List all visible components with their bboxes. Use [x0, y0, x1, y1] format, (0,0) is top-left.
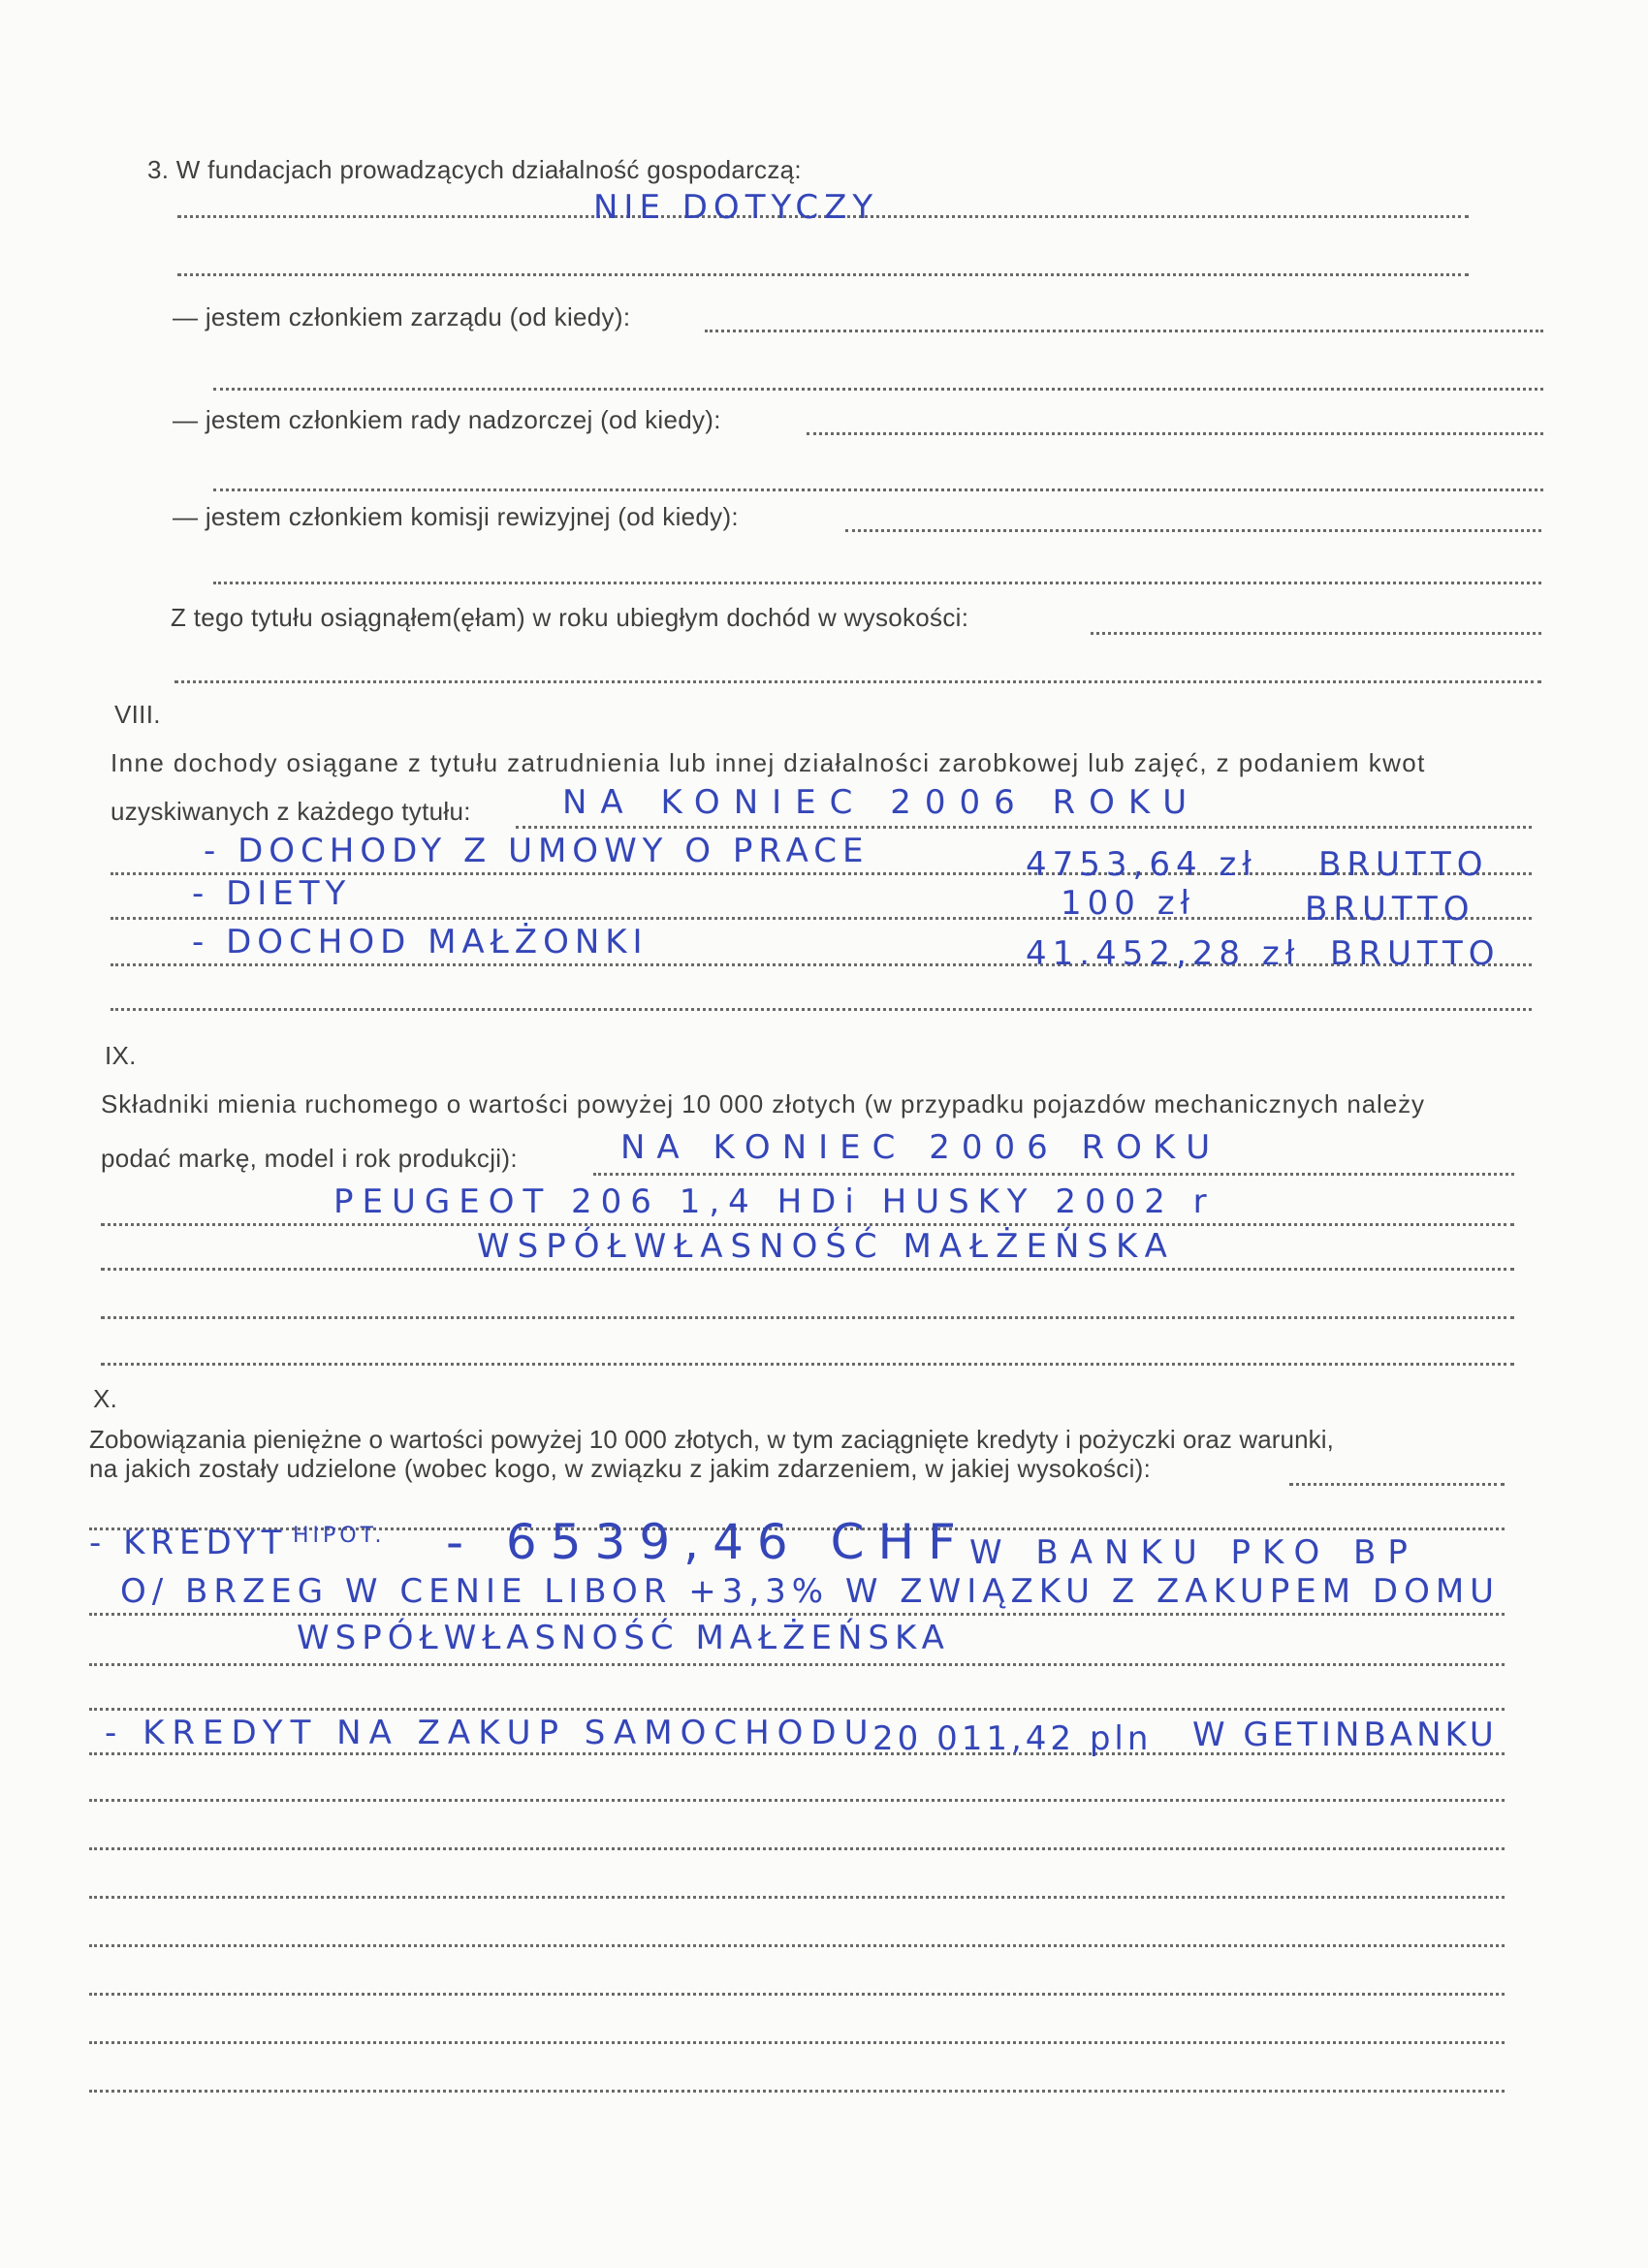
income-row-amount: 4753,64 zł: [1026, 845, 1257, 884]
section9-number: IX.: [105, 1041, 137, 1070]
dotted-line: [89, 1944, 1505, 1947]
section10-text-line2: na jakich zostały udzielone (wobec kogo, w związku z jakim zdarzeniem, w jakiej wysokości):: [89, 1454, 1152, 1483]
dotted-line: [807, 432, 1543, 435]
section3-income-label: Z tego tytułu osiągnąłem(ęłam) w roku ubiegłym dochód w wysokości:: [171, 603, 969, 632]
dotted-line: [89, 2041, 1505, 2044]
dotted-line: [89, 1847, 1505, 1850]
supervisory-member-label: — jestem członkiem rady nadzorczej (od kiedy):: [173, 405, 721, 434]
dotted-line: [516, 826, 1532, 829]
dotted-line: [111, 963, 1532, 966]
income-row-label: - DOCHOD MAŁŻONKI: [192, 923, 649, 961]
section10-handwritten-credit2: - KREDYT NA ZAKUP SAMOCHODU: [105, 1714, 876, 1752]
dotted-line: [174, 680, 1541, 683]
dotted-line: [89, 1896, 1505, 1899]
dotted-line: [845, 529, 1541, 532]
dotted-line: [111, 1008, 1532, 1011]
income-row-type: BRUTTO: [1330, 934, 1501, 973]
section9-handwritten-vehicle: PEUGEOT 206 1,4 HDi HUSKY 2002 r: [333, 1182, 1216, 1221]
section10-handwritten-credit1-amount: - 6539,46 CHF: [446, 1514, 969, 1570]
income-row-type: BRUTTO: [1318, 845, 1489, 884]
income-row-label: - DIETY: [192, 874, 352, 913]
dotted-line: [1091, 632, 1541, 635]
section10-number: X.: [93, 1384, 118, 1413]
section10-handwritten-credit2-bank: W GETINBANKU: [1192, 1716, 1498, 1754]
board-member-label: — jestem członkiem zarządu (od kiedy):: [173, 302, 631, 331]
dotted-line: [1289, 1483, 1505, 1486]
dotted-line: [101, 1268, 1514, 1271]
section10-handwritten-ownership: WSPÓŁWŁASNOŚĆ MAŁŻEŃSKA: [297, 1619, 950, 1657]
income-row-amount: 100 zł: [1061, 884, 1196, 923]
dotted-line: [213, 582, 1541, 584]
dotted-line: [177, 273, 1469, 276]
section9-handwritten-date: NA KONIEC 2006 ROKU: [620, 1128, 1222, 1167]
section9-text-line2: podać markę, model i rok produkcji):: [101, 1144, 518, 1173]
income-row-type: BRUTTO: [1305, 890, 1475, 929]
section10-text-line1: Zobowiązania pieniężne o wartości powyżej 10 000 złotych, w tym zaciągnięte kredyty i pożyczki oraz warunki,: [89, 1425, 1334, 1454]
dotted-line: [89, 1993, 1505, 1996]
dotted-line: [593, 1173, 1514, 1176]
dotted-line: [89, 2090, 1505, 2093]
section8-text-line1: Inne dochody osiągane z tytułu zatrudnienia lub innej działalności zarobkowej lub zajęć, z podaniem kwot: [111, 748, 1426, 777]
dotted-line: [213, 488, 1543, 491]
audit-member-label: — jestem członkiem komisji rewizyjnej (od kiedy):: [173, 502, 739, 531]
section10-handwritten-credit1-type: HIPOT.: [293, 1524, 386, 1548]
dotted-line: [89, 1663, 1505, 1666]
section10-handwritten-credit1-terms: O/ BRZEG W CENIE LIBOR +3,3% W ZWIĄZKU Z ZAKUPEM DOMU: [120, 1572, 1501, 1611]
section10-handwritten-credit1: - KREDYT: [89, 1524, 288, 1562]
dotted-line: [89, 1799, 1505, 1802]
section8-handwritten-date: NA KONIEC 2006 ROKU: [562, 783, 1201, 822]
income-row-amount: 41.452,28 zł: [1026, 934, 1301, 973]
section9-text-line1: Składniki mienia ruchomego o wartości powyżej 10 000 złotych (w przypadku pojazdów mechanicznych należy: [101, 1089, 1425, 1118]
dotted-line: [101, 1316, 1514, 1319]
dotted-line: [89, 1708, 1505, 1711]
section8-text-line2: uzyskiwanych z każdego tytułu:: [111, 797, 471, 826]
section10-handwritten-credit2-amount: 20 011,42 pln: [872, 1719, 1153, 1758]
section9-handwritten-ownership: WSPÓŁWŁASNOŚĆ MAŁŻEŃSKA: [477, 1227, 1175, 1266]
section3-handwritten-answer: NIE DOTYCZY: [593, 188, 879, 227]
section8-number: VIII.: [114, 700, 161, 729]
section10-handwritten-credit1-bank: W BANKU PKO BP: [969, 1533, 1419, 1572]
dotted-line: [705, 330, 1543, 332]
income-row-label: - DOCHODY Z UMOWY O PRACE: [204, 832, 870, 870]
dotted-line: [89, 1613, 1505, 1616]
dotted-line: [101, 1223, 1514, 1226]
dotted-line: [213, 388, 1543, 391]
section3-heading: 3. W fundacjach prowadzących działalność gospodarczą:: [147, 155, 802, 184]
dotted-line: [101, 1363, 1514, 1366]
